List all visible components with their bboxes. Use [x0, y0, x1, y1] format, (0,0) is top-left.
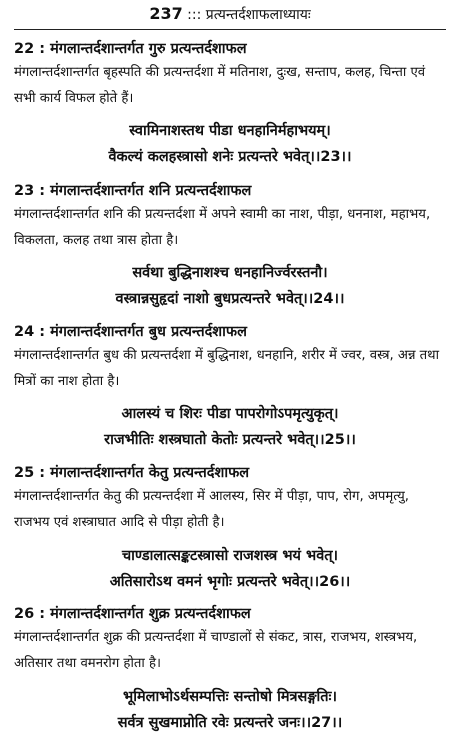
- section-text-26: मंगलान्तर्दशान्तर्गत शुक्र की प्रत्यन्तर्दशा में चाण्डालों से संकट, त्रास, राजभय, शस्त्रभय, अतिसार तथा वमनरोग होता है।: [14, 630, 418, 671]
- section-heading-25: 25 : मंगलान्तर्दशान्तर्गत केतु प्रत्यन्तर्दशाफल: [14, 465, 250, 481]
- verse-line: वैकल्यं कलहस्त्रासो शनेः प्रत्यन्तरे भवेत्।।23।।: [108, 149, 352, 165]
- section-heading-26: 26 : मंगलान्तर्दशान्तर्गत शुक्र प्रत्यन्तर्दशाफल: [14, 606, 251, 622]
- section-heading-22: 22 : मंगलान्तर्दशान्तर्गत गुरु प्रत्यन्तर्दशाफल: [14, 41, 247, 57]
- verse-line: सर्वथा बुद्धिनाशश्च धनहानिर्ज्वरस्तनौ।: [132, 265, 328, 281]
- section-text-23: मंगलान्तर्दशान्तर्गत शनि की प्रत्यन्तर्दशा में अपने स्वामी का नाश, पीड़ा, धननाश, महाभय, विकलता, कलह तथा त्रास होता है।: [14, 207, 431, 248]
- verse-line: आलस्यं च शिरः पीडा पापरोगोऽपमृत्युकृत्।: [121, 406, 339, 422]
- header-separator: :::: [187, 7, 202, 23]
- page-number: 237: [149, 4, 183, 23]
- section-text-24: मंगलान्तर्दशान्तर्गत बुध की प्रत्यन्तर्दशा में बुद्धिनाश, धनहानि, शरीर में ज्वर, वस्त्र, अन्न तथा मित्रों का नाश होता है।: [14, 348, 440, 389]
- verse-line: स्वामिनाशस्तथ पीडा धनहानिर्महाभयम्।: [129, 123, 331, 139]
- verse-27: [0, 684, 460, 736]
- section-text-25: मंगलान्तर्दशान्तर्गत केतु की प्रत्यन्तर्दशा में आलस्य, सिर में पीड़ा, पाप, रोग, अपमृत्यु, राजभय एवं शस्त्राघात आदि से पीड़ा होती है।: [14, 489, 409, 530]
- verse-line: चाण्डालात्सङ्कटस्त्रासो राजशस्त्र भयं भवेत्।: [121, 548, 339, 564]
- verse-line: भूमिलाभोऽर्थसम्पत्तिः सन्तोषो मित्रसङ्गतिः।: [123, 689, 337, 705]
- verse-25: [0, 401, 460, 453]
- section-heading-24: 24 : मंगलान्तर्दशान्तर्गत बुध प्रत्यन्तर्दशाफल: [14, 324, 247, 340]
- section-heading-23: 23 : मंगलान्तर्दशान्तर्गत शनि प्रत्यन्तर्दशाफल: [14, 183, 252, 199]
- verse-23: [0, 118, 460, 170]
- verse-26: [0, 543, 460, 595]
- section-text-22: मंगलान्तर्दशान्तर्गत बृहस्पति की प्रत्यन्तर्दशा में मतिनाश, दुःख, सन्ताप, कलह, चिन्ता एवं सभी कार्य विफल होते हैं।: [14, 65, 426, 106]
- page-header: [0, 4, 460, 25]
- verse-line: राजभीतिः शस्त्रघातो केतोः प्रत्यन्तरे भवेत्।।25।।: [104, 432, 356, 448]
- verse-line: अतिसारोऽथ वमनं भृगोः प्रत्यन्तरे भवेत्।।26।।: [109, 574, 351, 590]
- header-rule: [14, 29, 446, 30]
- verse-24: [0, 260, 460, 312]
- chapter-title: प्रत्यन्तर्दशाफलाध्यायः: [205, 7, 311, 23]
- verse-line: सर्वत्र सुखमाप्नोति रवेः प्रत्यन्तरे जनः।।27।।: [117, 715, 343, 731]
- verse-line: वस्त्रान्नसुहृदां नाशो बुधप्रत्यन्तरे भवेत्।।24।।: [115, 291, 345, 307]
